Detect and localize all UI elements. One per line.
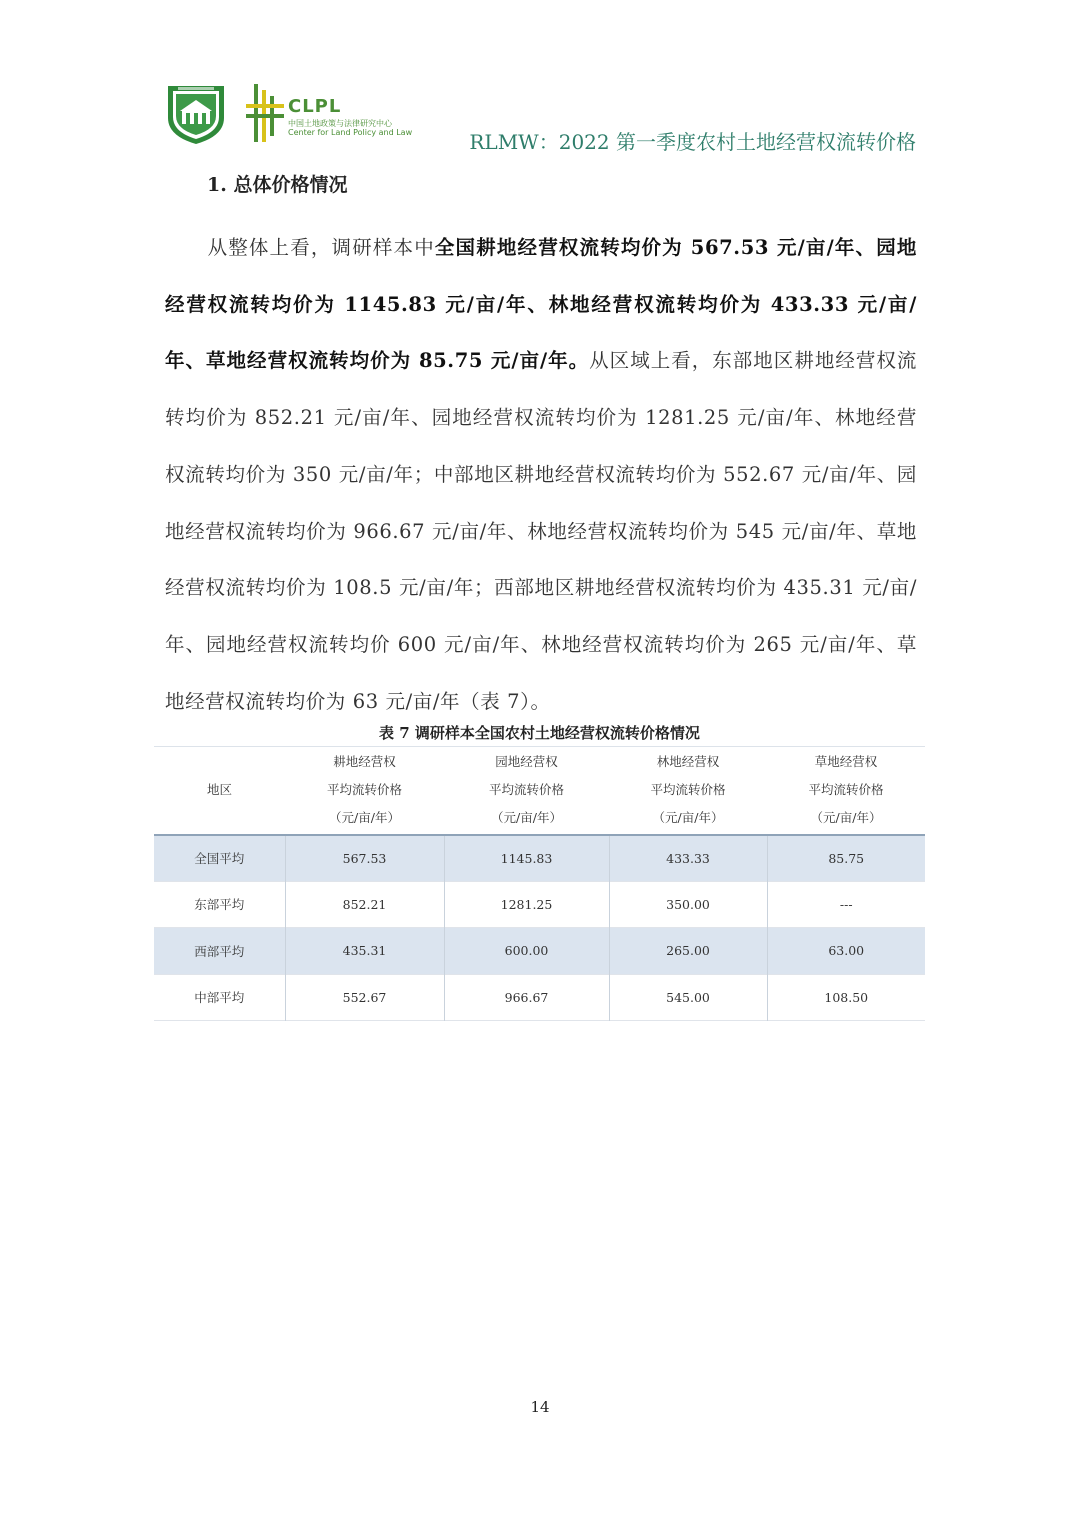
cell-value: 966.67 — [444, 974, 609, 1021]
clpl-logo — [244, 82, 424, 146]
cell-value: 265.00 — [609, 928, 767, 975]
cell-value: 545.00 — [609, 974, 767, 1021]
table-row — [154, 928, 925, 975]
page-number: 14 — [530, 1398, 550, 1416]
cell-value: 552.67 — [285, 974, 444, 1021]
section-heading: 1. 总体价格情况 — [207, 174, 348, 196]
clpl-logo-cn: 中国土地政策与法律研究中心 — [288, 119, 392, 128]
row-region: 中部平均 — [194, 990, 245, 1006]
cell-value: 435.31 — [285, 928, 444, 975]
cell-value: 63.00 — [767, 928, 925, 975]
clpl-logo-brand: CLPL — [288, 96, 342, 117]
paragraph-intro: 从整体上看，调研样本中 — [207, 236, 435, 259]
cell-value: 108.50 — [767, 974, 925, 1021]
price-table — [154, 746, 925, 1021]
header-cropland: 耕地经营权 平均流转价格 （元/亩/年） — [285, 747, 444, 835]
table-header-row — [154, 747, 925, 835]
cell-value: 350.00 — [609, 881, 767, 928]
table-row — [154, 835, 925, 882]
table-caption: 表 7 调研样本全国农村土地经营权流转价格情况 — [379, 724, 700, 742]
row-region: 东部平均 — [194, 897, 245, 913]
paragraph-bold: 全国耕地经营权流转均价为 567.53 元/亩/年、园地经营权流转均价为 1145.83 元/亩/年、林地经营权流转均价为 433.33 元/亩/年、草地经营权流转均价为 85.75 元/亩/年。 — [165, 236, 917, 373]
clpl-logo-mark — [244, 82, 288, 146]
header-region: 地区 — [154, 747, 285, 835]
cell-value: 433.33 — [609, 835, 767, 882]
cell-value: 85.75 — [767, 835, 925, 882]
cell-value: 600.00 — [444, 928, 609, 975]
table-row — [154, 881, 925, 928]
cell-value: --- — [767, 881, 925, 928]
report-title: RLMW：2022 第一季度农村土地经营权流转价格 — [469, 130, 916, 154]
header-grassland: 草地经营权 平均流转价格 （元/亩/年） — [767, 747, 925, 835]
body-paragraph — [165, 220, 917, 730]
cell-value: 852.21 — [285, 881, 444, 928]
table-row — [154, 974, 925, 1021]
cell-value: 567.53 — [285, 835, 444, 882]
header-orchard: 园地经营权 平均流转价格 （元/亩/年） — [444, 747, 609, 835]
header-forest: 林地经营权 平均流转价格 （元/亩/年） — [609, 747, 767, 835]
row-region: 全国平均 — [194, 851, 245, 866]
paragraph-rest: 从区域上看，东部地区耕地经营权流转均价为 852.21 元/亩/年、园地经营权流转均价为 1281.25 元/亩/年、林地经营权流转均价为 350 元/亩/年；中部地区耕地经营权流转均价为 552.67 元/亩/年、园地经营权流转均价为 966.67 元/亩/年、林地经营权流转均价为 545 元/亩/年、草地经营权流转均价为 108.5 元/亩/年；西部地区耕地经营权流转均价为 435.31 元/亩/年、园地经营权流转均价 600 元/亩/年、林地经营权流转均价为 265 元/亩/年、草地经营权流转均价为 63 元/亩/年（表 7）。 — [165, 349, 917, 713]
cell-value: 1145.83 — [444, 835, 609, 882]
row-region: 西部平均 — [194, 943, 245, 959]
cell-value: 1281.25 — [444, 881, 609, 928]
clpl-logo-en: Center for Land Policy and Law — [288, 128, 413, 137]
university-seal-logo — [164, 82, 228, 146]
